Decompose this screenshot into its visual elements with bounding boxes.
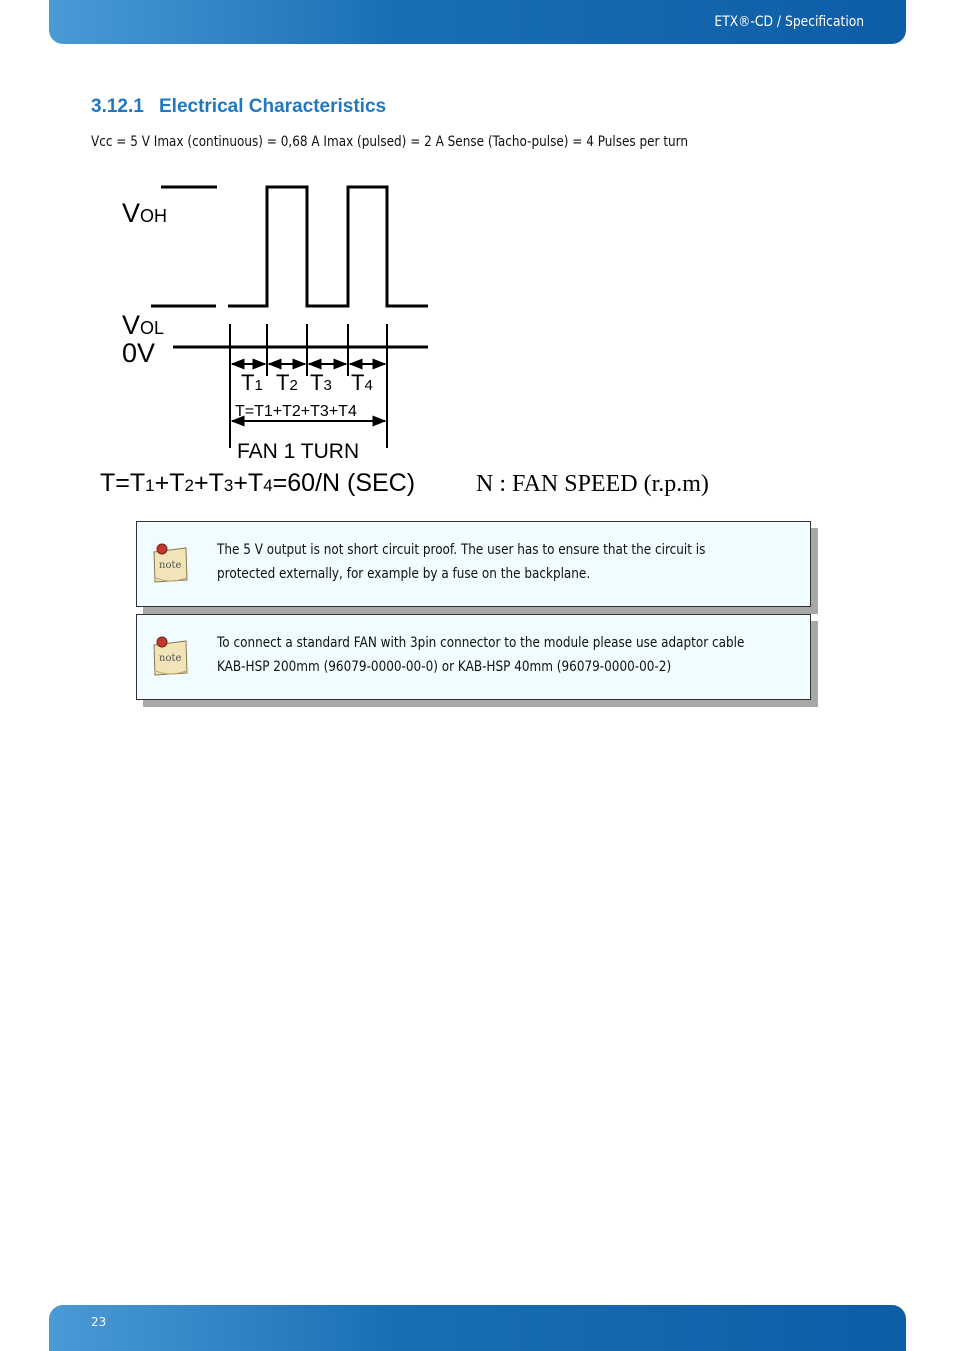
note-box bbox=[136, 614, 811, 700]
electrical-specs-text: Vcc = 5 V Imax (continuous) = 0,68 A Imax (pulsed) = 2 A Sense (Tacho-pulse) = 4 Pulses per turn bbox=[91, 134, 689, 150]
pulse-waveform bbox=[228, 187, 428, 306]
fan-speed-label: N : FAN SPEED (r.p.m) bbox=[476, 471, 709, 497]
period-sum-label: T=T1+T2+T3+T4 bbox=[235, 403, 357, 420]
t1-label: T1 bbox=[241, 370, 263, 395]
section-title: Electrical Characteristics bbox=[159, 96, 387, 117]
document-title: ETX®-CD / Specification bbox=[714, 14, 864, 30]
page-number: 23 bbox=[91, 1315, 107, 1329]
period-formula: T=T1+T2+T3+T4=60/N (SEC) bbox=[100, 469, 416, 497]
tacho-pulse-diagram bbox=[95, 176, 745, 506]
svg-text:note: note bbox=[159, 560, 182, 571]
zero-volt-label: 0V bbox=[122, 338, 156, 368]
note-icon bbox=[150, 633, 190, 677]
note-icon bbox=[150, 540, 190, 584]
voh-label: VOH bbox=[122, 198, 168, 228]
note-box bbox=[136, 521, 811, 607]
note-text: The 5 V output is not short circuit proof. The user has to ensure that the circuit is protected externally, for example by a fuse on the backplane. bbox=[217, 542, 706, 582]
section-number: 3.12.1 bbox=[91, 96, 144, 117]
header-bar bbox=[49, 0, 906, 44]
note-text: To connect a standard FAN with 3pin connector to the module please use adaptor cable KAB-HSP 200mm (96079-0000-00-0) or KAB-HSP 40mm (96079-0000-00-2) bbox=[217, 635, 745, 675]
footer-bar bbox=[49, 1305, 906, 1351]
t2-label: T2 bbox=[276, 370, 298, 395]
svg-text:note: note bbox=[159, 653, 182, 664]
t3-label: T3 bbox=[310, 370, 332, 395]
fan-turn-label: FAN 1 TURN bbox=[237, 440, 360, 463]
vol-label: VOL bbox=[122, 310, 165, 340]
t4-label: T4 bbox=[351, 370, 373, 395]
section-heading bbox=[91, 96, 386, 118]
